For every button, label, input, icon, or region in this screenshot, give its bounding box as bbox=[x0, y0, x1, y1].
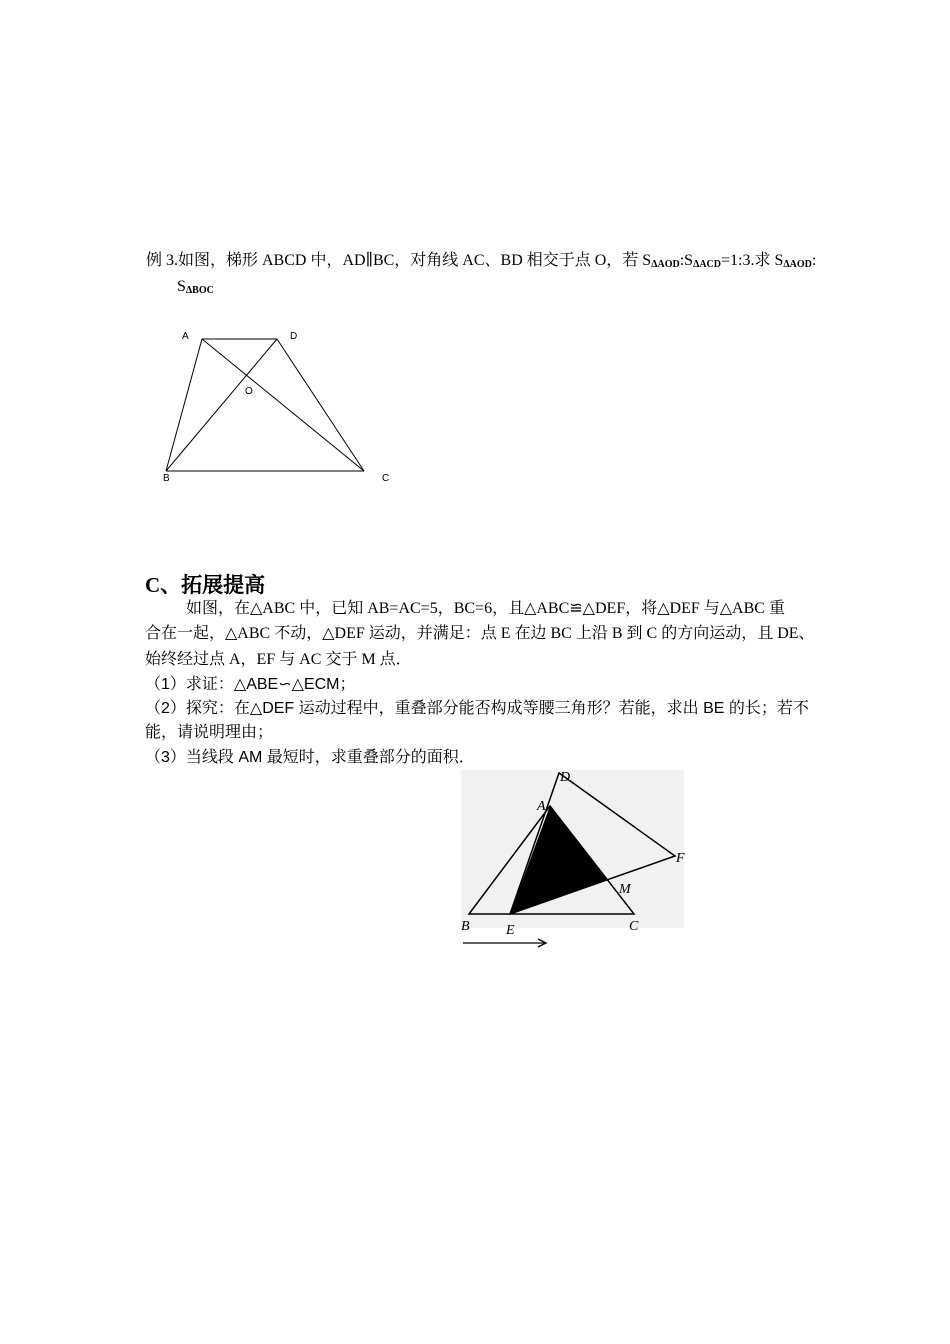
label-d: D bbox=[290, 331, 298, 342]
label-e: E bbox=[506, 923, 515, 938]
label-m: M bbox=[619, 882, 631, 897]
area-symbol: S bbox=[177, 278, 186, 295]
trapezoid-lines bbox=[166, 339, 364, 471]
label-o: O bbox=[245, 386, 253, 397]
example3-problem-line1 bbox=[146, 249, 816, 277]
subscript-boc: ΔBOC bbox=[185, 285, 214, 296]
diagonal-bd bbox=[166, 339, 277, 471]
label-d: D bbox=[560, 770, 571, 785]
question-2-line2: 能，请说明理由； bbox=[145, 724, 274, 741]
label-b: B bbox=[163, 473, 170, 484]
question-3: （3）当线段 AM 最短时，求重叠部分的面积． bbox=[145, 749, 475, 766]
example3-text: 例 3.如图，梯形 ABCD 中，AD∥BC，对角线 AC、BD 相交于点 O，若 S bbox=[146, 252, 652, 269]
colon-end: : bbox=[811, 252, 817, 269]
section-c-para-line1: 如图，在△ABC 中，已知 AB=AC=5，BC=6，且△ABC≌△DEF，将△DEF 与△ABC 重 bbox=[186, 600, 785, 617]
direction-arrow bbox=[463, 939, 546, 947]
question-2-line1: （2）探究：在△DEF 运动过程中，重叠部分能否构成等腰三角形？若能，求出 BE 的长；若不 bbox=[145, 700, 809, 717]
label-f: F bbox=[676, 851, 685, 866]
subscript-acd: ΔACD bbox=[693, 259, 721, 270]
subscript-aod: ΔAOD bbox=[651, 259, 680, 270]
ratio-text: =1:3.求 S bbox=[721, 252, 784, 269]
section-c-para-line2: 合在一起，△ABC 不动，△DEF 运动，并满足：点 E 在边 BC 上沿 B 到 C 的方向运动，且 DE、 bbox=[145, 625, 815, 642]
label-c: C bbox=[629, 919, 639, 934]
question-1: （1）求证：△ABE∽△ECM； bbox=[145, 676, 356, 693]
colon-text: :S bbox=[679, 252, 694, 269]
section-c-heading: C、拓展提高 bbox=[145, 573, 266, 597]
triangle-figure bbox=[458, 768, 688, 952]
section-c-para-line3: 始终经过点 A，EF 与 AC 交于 M 点． bbox=[145, 651, 412, 668]
trapezoid-figure bbox=[155, 325, 395, 490]
segment-ab bbox=[166, 339, 202, 471]
segment-dc bbox=[277, 339, 364, 471]
label-a: A bbox=[182, 331, 189, 342]
label-c: C bbox=[382, 473, 390, 484]
label-a: A bbox=[537, 799, 546, 814]
subscript-aod-2: ΔAOD bbox=[783, 259, 812, 270]
diagonal-ac bbox=[202, 339, 364, 471]
example3-problem-line2 bbox=[177, 275, 214, 303]
label-b: B bbox=[461, 919, 470, 934]
